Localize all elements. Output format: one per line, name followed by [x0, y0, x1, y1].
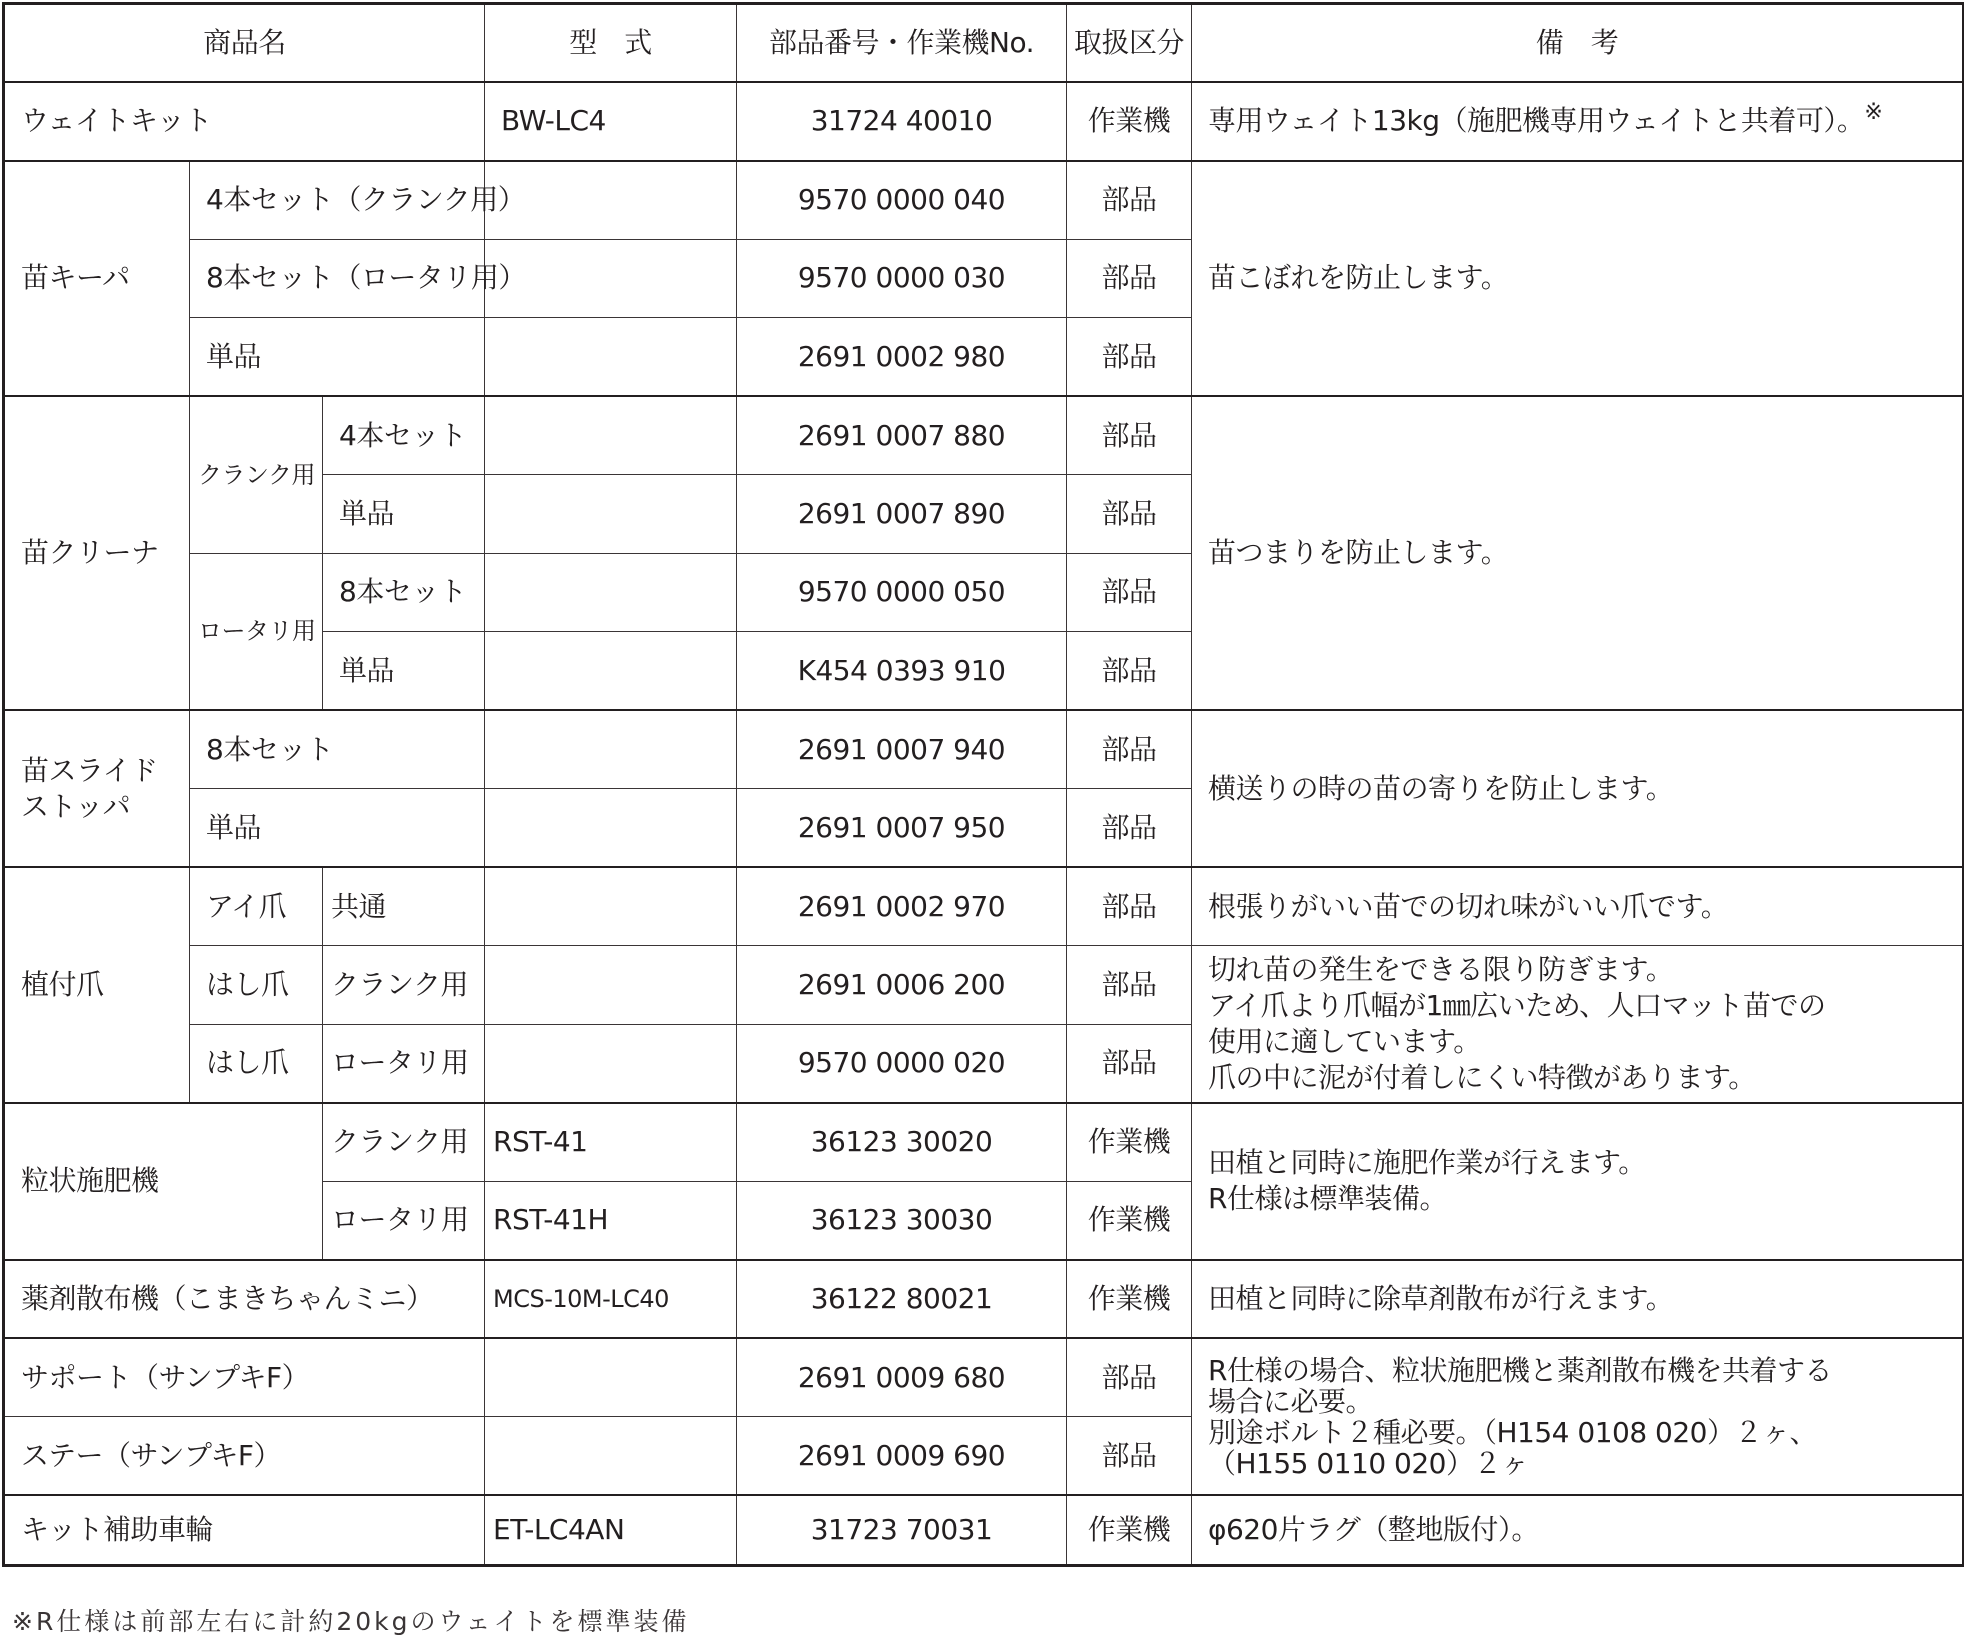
- variant: 共通: [323, 867, 485, 946]
- model: [485, 318, 737, 397]
- model: MCS-10M-LC40: [485, 1260, 737, 1339]
- model: [485, 710, 737, 789]
- header-remarks: 備 考: [1192, 4, 1964, 83]
- variant: 単品: [190, 318, 485, 397]
- table-row: [4, 82, 1964, 161]
- model: [485, 789, 737, 868]
- remarks: 田植と同時に施肥作業が行えます。 R仕様は標準装備。: [1192, 1103, 1964, 1260]
- header-name: 商品名: [4, 4, 485, 83]
- type: 部品: [1067, 632, 1192, 711]
- part-no: 2691 0002 970: [737, 867, 1067, 946]
- type: 部品: [1067, 161, 1192, 240]
- claw-kind: はし爪: [190, 946, 323, 1025]
- remarks-text: 専用ウェイト13kg（施肥機専用ウェイトと共着可）。: [1208, 104, 1865, 138]
- variant: 4本セット（クランク用）: [190, 161, 485, 240]
- part-no: 31723 70031: [737, 1495, 1067, 1565]
- type: 作業機: [1067, 1103, 1192, 1182]
- variant: 8本セット: [190, 710, 485, 789]
- part-no: 9570 0000 020: [737, 1024, 1067, 1103]
- type: 部品: [1067, 396, 1192, 475]
- product-name: サポート（サンプキF）: [4, 1338, 485, 1417]
- footnote: ※R仕様は前部左右に計約20kgのウェイトを標準装備: [12, 1607, 690, 1636]
- variant: クランク用: [323, 1103, 485, 1182]
- part-no: 36123 30020: [737, 1103, 1067, 1182]
- options-table: [2, 2, 1964, 1567]
- type: 作業機: [1067, 1181, 1192, 1260]
- part-no: 31724 40010: [737, 82, 1067, 161]
- product-name: ウェイトキット: [4, 82, 485, 161]
- model: [485, 396, 737, 475]
- note-mark: ※: [1864, 100, 1883, 126]
- product-name: 粒状施肥機: [4, 1103, 323, 1260]
- drive-type: クランク用: [190, 396, 323, 553]
- header-model: 型 式: [485, 4, 737, 83]
- model: RST-41H: [485, 1181, 737, 1260]
- table-row: [4, 161, 1964, 240]
- variant: 単品: [323, 632, 485, 711]
- model: RST-41: [485, 1103, 737, 1182]
- table-row: [4, 396, 1964, 475]
- claw-kind: アイ爪: [190, 867, 323, 946]
- remarks: R仕様の場合、粒状施肥機と薬剤散布機を共着する 場合に必要。 別途ボルト２種必要。（H154 0108 020）２ヶ、 （H155 0110 020）２ヶ: [1192, 1338, 1964, 1495]
- part-no: 36123 30030: [737, 1181, 1067, 1260]
- table-row: [4, 946, 1964, 1025]
- model: [485, 1338, 737, 1417]
- table-row: [4, 710, 1964, 789]
- type: 部品: [1067, 946, 1192, 1025]
- drive-type: ロータリ用: [190, 553, 323, 710]
- variant: ロータリ用: [323, 1024, 485, 1103]
- variant: 単品: [323, 475, 485, 554]
- header-row: [4, 4, 1964, 83]
- part-no: 2691 0006 200: [737, 946, 1067, 1025]
- header-type: 取扱区分: [1067, 4, 1192, 83]
- model: [485, 1024, 737, 1103]
- variant: 8本セット: [323, 553, 485, 632]
- table-row: [4, 1260, 1964, 1339]
- model: ET-LC4AN: [485, 1495, 737, 1565]
- variant: クランク用: [323, 946, 485, 1025]
- header-part-no: 部品番号・作業機No.: [737, 4, 1067, 83]
- model: BW-LC4: [485, 82, 737, 161]
- table-row: [4, 867, 1964, 946]
- product-name: 苗スライド ストッパ: [4, 710, 190, 867]
- type: 部品: [1067, 239, 1192, 318]
- variant: 単品: [190, 789, 485, 868]
- remarks: 苗こぼれを防止します。: [1192, 161, 1964, 397]
- remarks: 切れ苗の発生をできる限り防ぎます。 アイ爪より爪幅が1㎜広いため、人口マット苗での 使用に適しています。 爪の中に泥が付着しにくい特徴があります。: [1192, 946, 1964, 1103]
- product-name: 薬剤散布機（こまきちゃんミニ）: [4, 1260, 485, 1339]
- type: 部品: [1067, 789, 1192, 868]
- part-no: 9570 0000 040: [737, 161, 1067, 240]
- table-row: [4, 1103, 1964, 1182]
- remarks: 田植と同時に除草剤散布が行えます。: [1192, 1260, 1964, 1339]
- product-name: キット補助車輪: [4, 1495, 485, 1565]
- part-no: 2691 0007 890: [737, 475, 1067, 554]
- type: 部品: [1067, 1024, 1192, 1103]
- type: 作業機: [1067, 1260, 1192, 1339]
- table-row: [4, 1495, 1964, 1565]
- type: 部品: [1067, 318, 1192, 397]
- model: [485, 946, 737, 1025]
- model: [485, 553, 737, 632]
- type: 部品: [1067, 475, 1192, 554]
- model: [485, 867, 737, 946]
- part-no: 2691 0009 690: [737, 1417, 1067, 1496]
- model: [485, 632, 737, 711]
- remarks: 横送りの時の苗の寄りを防止します。: [1192, 710, 1964, 867]
- part-no: K454 0393 910: [737, 632, 1067, 711]
- variant: 4本セット: [323, 396, 485, 475]
- remarks: φ620片ラグ（整地版付）。: [1192, 1495, 1964, 1565]
- product-name: 苗キーパ: [4, 161, 190, 397]
- part-no: 2691 0007 950: [737, 789, 1067, 868]
- part-no: 9570 0000 030: [737, 239, 1067, 318]
- remarks: 根張りがいい苗での切れ味がいい爪です。: [1192, 867, 1964, 946]
- claw-kind: はし爪: [190, 1024, 323, 1103]
- part-no: 2691 0002 980: [737, 318, 1067, 397]
- type: 部品: [1067, 710, 1192, 789]
- remarks: [1192, 82, 1964, 161]
- part-no: 9570 0000 050: [737, 553, 1067, 632]
- type: 部品: [1067, 553, 1192, 632]
- type: 部品: [1067, 1338, 1192, 1417]
- type: 部品: [1067, 867, 1192, 946]
- variant: 8本セット（ロータリ用）: [190, 239, 485, 318]
- type: 作業機: [1067, 1495, 1192, 1565]
- part-no: 2691 0007 940: [737, 710, 1067, 789]
- part-no: 2691 0009 680: [737, 1338, 1067, 1417]
- variant: ロータリ用: [323, 1181, 485, 1260]
- table-row: [4, 1338, 1964, 1417]
- type: 部品: [1067, 1417, 1192, 1496]
- model: [485, 475, 737, 554]
- remarks: 苗つまりを防止します。: [1192, 396, 1964, 710]
- part-no: 2691 0007 880: [737, 396, 1067, 475]
- part-no: 36122 80021: [737, 1260, 1067, 1339]
- model: [485, 1417, 737, 1496]
- type: 作業機: [1067, 82, 1192, 161]
- product-name: ステー（サンプキF）: [4, 1417, 485, 1496]
- product-name: 苗クリーナ: [4, 396, 190, 710]
- product-name: 植付爪: [4, 867, 190, 1103]
